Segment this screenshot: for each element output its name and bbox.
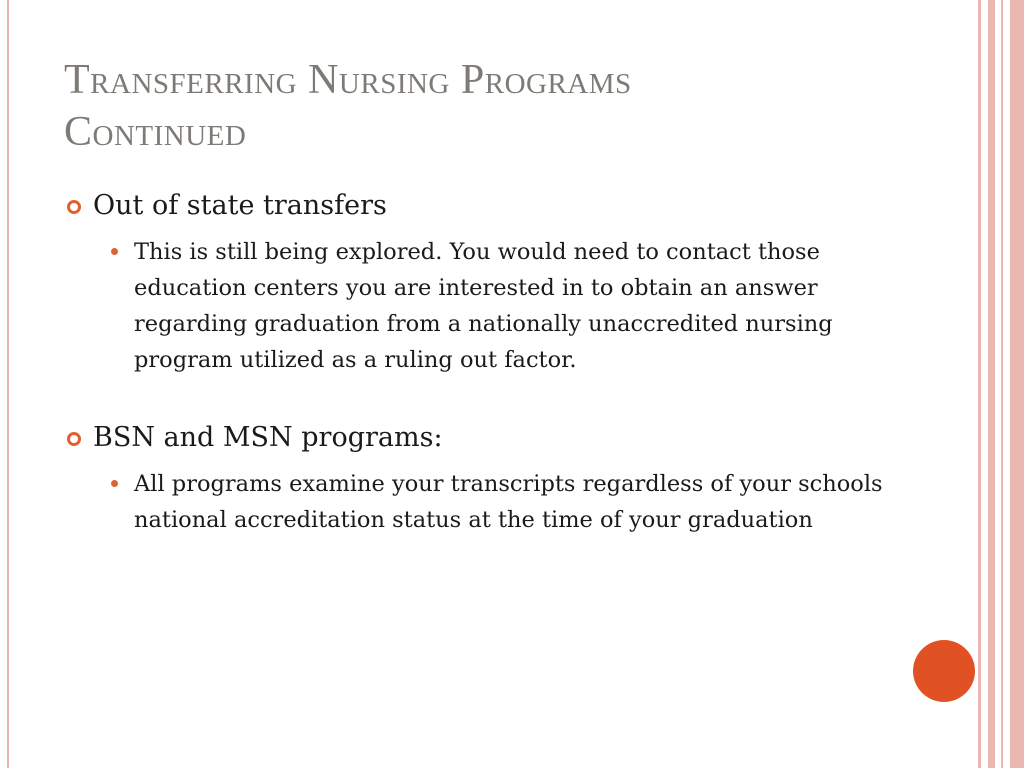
section-bsn-msn [64, 418, 894, 538]
slide-title-line-2: Continued [64, 109, 247, 155]
sub-bullet [64, 234, 894, 378]
slide-title-line-1: Transferring Nursing Programs [64, 57, 632, 103]
section-heading-text: Out of state transfers [93, 190, 387, 221]
ring-bullet-icon [67, 432, 81, 446]
dot-bullet-icon [111, 480, 118, 487]
section-heading [64, 418, 894, 458]
slide-body [64, 186, 894, 538]
left-border-line [7, 0, 9, 768]
ring-bullet-icon [67, 200, 81, 214]
sub-bullet-text: All programs examine your transcripts regardless of your schools national accreditation status at the time of your graduation [134, 471, 883, 533]
section-heading-text: BSN and MSN programs: [93, 422, 443, 453]
dot-bullet-icon [111, 248, 118, 255]
section-out-of-state [64, 186, 894, 378]
right-border-stripes [978, 0, 1024, 768]
right-stripe [1001, 0, 1003, 768]
right-stripe [1010, 0, 1024, 768]
sub-bullet [64, 466, 894, 538]
right-stripe [978, 0, 981, 768]
right-stripe [988, 0, 995, 768]
sub-bullet-text: This is still being explored. You would need to contact those education centers you are interested in to obtain an answer regarding graduation from a nationally unaccredited nursing program utilized as a ruling out factor. [134, 239, 833, 373]
slide-title [64, 54, 944, 158]
section-heading [64, 186, 894, 226]
decorative-circle-icon [913, 640, 975, 702]
